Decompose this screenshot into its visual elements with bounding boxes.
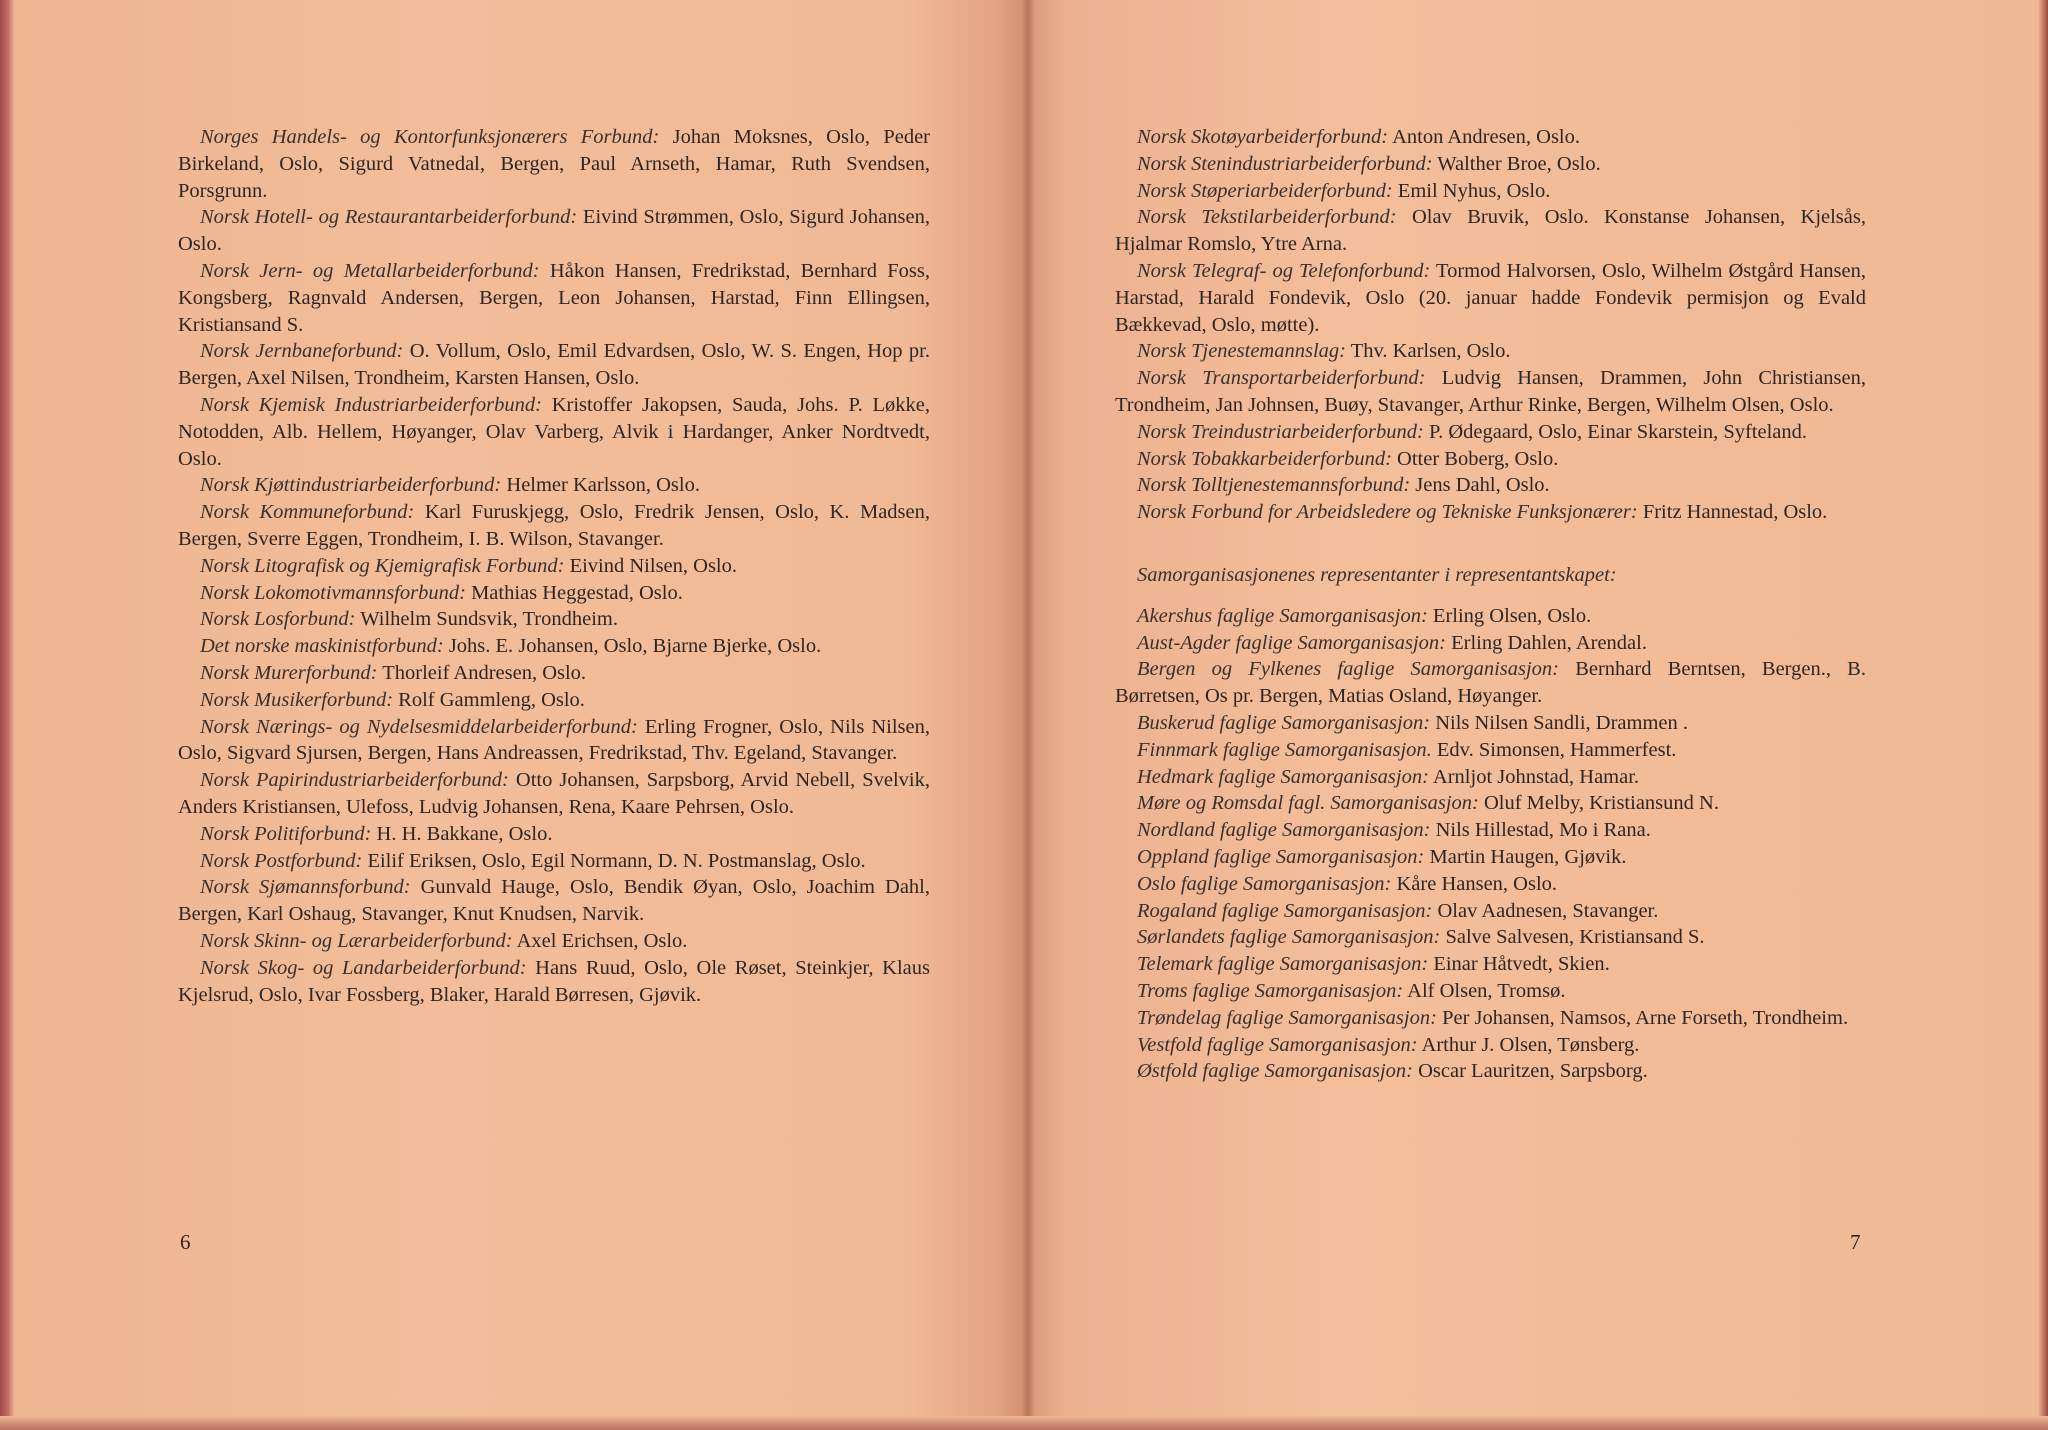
organization-name: Norsk Forbund for Arbeidsledere og Tekniske Funksjonærer:	[1137, 501, 1638, 524]
representatives: Edv. Simonsen, Hammerfest.	[1431, 738, 1677, 761]
organization-name: Norsk Transportarbeiderforbund:	[1137, 367, 1426, 390]
entry	[1115, 446, 1866, 473]
representatives: Thv. Karlsen, Oslo.	[1345, 340, 1511, 363]
representatives: Karl Furuskjegg, Oslo, Fredrik Jensen, Oslo, K. Madsen, Bergen, Sverre Eggen, Trondheim, I. B. Wilson, Stavanger.	[178, 501, 931, 550]
organization-name: Finnmark faglige Samorganisasjon.	[1137, 738, 1432, 761]
representatives: Rolf Gammleng, Oslo.	[393, 688, 585, 711]
entry	[1115, 365, 1866, 419]
entry	[1115, 710, 1866, 737]
representatives: Anton Andresen, Oslo.	[1388, 126, 1581, 148]
organization-name: Telemark faglige Samorganisasjon:	[1137, 953, 1429, 976]
entry	[1115, 499, 1866, 526]
organization-name: Hedmark faglige Samorganisasjon:	[1137, 765, 1429, 788]
organization-name: Norsk Tekstilarbeiderforbund:	[1137, 206, 1397, 229]
representatives: Oluf Melby, Kristiansund N.	[1478, 792, 1719, 815]
entry	[1115, 1058, 1866, 1085]
book-edge-bottom	[0, 1416, 2048, 1430]
entry	[178, 955, 930, 1009]
representatives: Salve Salvesen, Kristiansand S.	[1440, 926, 1705, 949]
representatives: Helmer Karlsson, Oslo.	[501, 474, 700, 497]
book-gutter	[1022, 0, 1034, 1430]
entry	[1115, 951, 1866, 978]
samorganisasjon-list	[1115, 603, 1866, 1085]
representatives: Tormod Halvorsen, Oslo, Wilhelm Østgård Hansen, Harstad, Harald Fondevik, Oslo (20. januar hadde Fondevik permisjon og Evald Bækkevad, Oslo, møtte).	[1115, 259, 1866, 336]
entry	[1115, 737, 1866, 764]
entry	[1115, 338, 1866, 365]
representatives: Per Johansen, Namsos, Arne Forseth, Trondheim.	[1436, 1006, 1849, 1029]
entry	[178, 821, 930, 848]
representatives: Eivind Strømmen, Oslo, Sigurd Johansen, Oslo.	[178, 206, 930, 256]
representatives: Erling Olsen, Oslo.	[1427, 604, 1592, 627]
organization-name: Norsk Treindustriarbeiderforbund:	[1137, 420, 1424, 443]
entry	[1115, 1032, 1866, 1059]
organization-name: Norsk Papirindustriarbeiderforbund:	[200, 769, 509, 792]
entry	[178, 338, 930, 392]
entry	[1115, 844, 1866, 871]
entry	[178, 874, 930, 928]
organization-name: Norsk Kommuneforbund:	[200, 501, 415, 524]
entry	[1115, 817, 1866, 844]
organization-name: Norsk Postforbund:	[200, 849, 363, 872]
organization-name: Norsk Kjemisk Industriarbeiderforbund:	[200, 393, 542, 416]
entry	[1115, 656, 1866, 710]
book-edge-left	[0, 0, 14, 1430]
organization-name: Norsk Skinn- og Lærarbeiderforbund:	[200, 929, 513, 952]
entry	[178, 204, 930, 258]
organization-name: Buskerud faglige Samorganisasjon:	[1137, 711, 1431, 734]
representatives: Ludvig Hansen, Drammen, John Christiansen, Trondheim, Jan Johnsen, Buøy, Stavanger, Arthur Rinke, Bergen, Wilhelm Olsen, Oslo.	[1115, 367, 1866, 416]
representatives: Otto Johansen, Sarpsborg, Arvid Nebell, Svelvik, Anders Kristiansen, Ulefoss, Ludvig Johansen, Rena, Kaare Pehrsen, Oslo.	[178, 769, 930, 818]
entry	[1115, 978, 1866, 1005]
organization-name: Nordland faglige Samorganisasjon:	[1137, 819, 1431, 842]
entry	[1115, 1005, 1866, 1032]
entry	[178, 687, 930, 714]
entry	[178, 714, 930, 768]
organization-name: Sørlandets faglige Samorganisasjon:	[1137, 926, 1441, 949]
entry	[178, 499, 930, 553]
representatives: Johs. E. Johansen, Oslo, Bjarne Bjerke, Oslo.	[443, 635, 822, 658]
organization-name: Norsk Lokomotivmannsforbund:	[200, 581, 466, 604]
entry	[178, 606, 930, 633]
entry	[178, 392, 930, 472]
representatives: O. Vollum, Oslo, Emil Edvardsen, Oslo, W. S. Engen, Hop pr. Bergen, Axel Nilsen, Trondheim, Karsten Hansen, Oslo.	[178, 340, 930, 390]
section-heading: Samorganisasjonenes representanter i representantskapet:	[1137, 563, 1617, 586]
organization-name: Trøndelag faglige Samorganisasjon:	[1137, 1006, 1437, 1029]
entry	[178, 553, 930, 580]
federation-list	[1115, 124, 1866, 526]
organization-name: Troms faglige Samorganisasjon:	[1137, 979, 1404, 1002]
organization-name: Norsk Skotøyarbeiderforbund:	[1137, 126, 1389, 148]
representatives: Kåre Hansen, Oslo.	[1391, 872, 1558, 895]
representatives: P. Ødegaard, Oslo, Einar Skarstein, Syfteland.	[1423, 420, 1808, 443]
entry	[1115, 124, 1866, 151]
organization-name: Norsk Telegraf- og Telefonforbund:	[1137, 259, 1431, 282]
representatives: Eivind Nilsen, Oslo.	[564, 554, 738, 577]
entry	[1115, 178, 1866, 205]
page-number-right: 7	[1850, 1230, 1861, 1254]
representatives: Martin Haugen, Gjøvik.	[1424, 845, 1627, 868]
entry	[178, 472, 930, 499]
representatives: Nils Hillestad, Mo i Rana.	[1430, 819, 1651, 842]
book-edge-right	[2038, 0, 2048, 1430]
organization-name: Norsk Tolltjenestemannsforbund:	[1137, 474, 1411, 497]
representatives: Olav Aadnesen, Stavanger.	[1432, 899, 1659, 922]
entry	[1115, 898, 1866, 925]
organization-name: Norsk Tjenestemannslag:	[1137, 340, 1346, 363]
entry	[1115, 603, 1866, 630]
representatives: Wilhelm Sundsvik, Trondheim.	[355, 608, 618, 631]
organization-name: Aust-Agder faglige Samorganisasjon:	[1137, 631, 1447, 654]
entry	[178, 124, 930, 204]
page-number-left: 6	[180, 1230, 191, 1254]
representatives: Otter Boberg, Oslo.	[1391, 447, 1559, 470]
organization-name: Norsk Tobakkarbeiderforbund:	[1137, 447, 1392, 470]
entry	[1115, 419, 1866, 446]
organization-name: Norsk Jernbaneforbund:	[200, 340, 404, 363]
organization-name: Norsk Politiforbund:	[200, 822, 372, 845]
representatives: Erling Dahlen, Arendal.	[1446, 631, 1647, 654]
entry	[178, 767, 930, 821]
organization-name: Møre og Romsdal fagl. Samorganisasjon:	[1137, 792, 1479, 815]
organization-name: Norsk Murerforbund:	[200, 661, 378, 684]
organization-name: Norsk Hotell- og Restaurantarbeiderforbund:	[200, 206, 578, 229]
entry	[1115, 764, 1866, 791]
representatives: Olav Bruvik, Oslo. Konstanse Johansen, Kjelsås, Hjalmar Romslo, Ytre Arna.	[1115, 206, 1866, 256]
entry	[178, 633, 930, 660]
organization-name: Rogaland faglige Samorganisasjon:	[1137, 899, 1433, 922]
representatives: Arnljot Johnstad, Hamar.	[1428, 765, 1640, 788]
representatives: Kristoffer Jakopsen, Sauda, Johs. P. Løkke, Notodden, Alb. Hellem, Høyanger, Olav Varberg, Alvik i Hardanger, Anker Nordtvedt, Oslo.	[178, 393, 931, 470]
entry	[1115, 151, 1866, 178]
organization-name: Norsk Kjøttindustriarbeiderforbund:	[200, 474, 502, 497]
organization-name: Norsk Sjømannsforbund:	[200, 876, 411, 899]
left-page-text	[178, 124, 930, 1008]
entry	[1115, 204, 1866, 258]
organization-name: Norsk Skog- og Landarbeiderforbund:	[200, 956, 527, 979]
entry	[1115, 871, 1866, 898]
representatives: Erling Frogner, Oslo, Nils Nilsen, Oslo, Sigvard Sjursen, Bergen, Hans Andreassen, Fredrikstad, Thv. Egeland, Stavanger.	[178, 715, 930, 765]
representatives: Emil Nyhus, Oslo.	[1392, 179, 1551, 202]
organization-name: Norsk Nærings- og Nydelsesmiddelarbeiderforbund:	[200, 715, 638, 738]
representatives: Johan Moksnes, Oslo, Peder Birkeland, Oslo, Sigurd Vatnedal, Bergen, Paul Arnseth, Hamar, Ruth Svendsen, Porsgrunn.	[178, 126, 930, 202]
organization-name: Norsk Stenindustriarbeiderforbund:	[1137, 152, 1433, 175]
representatives: Nils Nilsen Sandli, Drammen .	[1430, 711, 1688, 734]
entry	[178, 848, 930, 875]
right-page-text	[1115, 124, 1866, 1085]
organization-name: Bergen og Fylkenes faglige Samorganisasjon:	[1137, 658, 1559, 681]
entry	[1115, 472, 1866, 499]
representatives: Einar Håtvedt, Skien.	[1428, 953, 1610, 976]
organization-name: Norsk Losforbund:	[200, 608, 356, 631]
representatives: Eilif Eriksen, Oslo, Egil Normann, D. N. Postmanslag, Oslo.	[362, 849, 866, 872]
representatives: Arthur J. Olsen, Tønsberg.	[1417, 1033, 1640, 1056]
organization-name: Vestfold faglige Samorganisasjon:	[1137, 1033, 1418, 1056]
entry	[178, 660, 930, 687]
organization-name: Oppland faglige Samorganisasjon:	[1137, 845, 1425, 868]
representatives: Jens Dahl, Oslo.	[1410, 474, 1550, 497]
entry	[178, 258, 930, 338]
organization-name: Oslo faglige Samorganisasjon:	[1137, 872, 1392, 895]
representatives: Axel Erichsen, Oslo.	[512, 929, 688, 952]
organization-name: Det norske maskinistforbund:	[200, 635, 444, 658]
entry	[1115, 258, 1866, 338]
representatives: Hans Ruud, Oslo, Ole Røset, Steinkjer, Klaus Kjelsrud, Oslo, Ivar Fossberg, Blaker, Harald Børresen, Gjøvik.	[178, 956, 930, 1006]
entry	[178, 928, 930, 955]
organization-name: Norsk Støperiarbeiderforbund:	[1137, 179, 1393, 202]
organization-name: Norges Handels- og Kontorfunksjonærers Forbund:	[200, 126, 660, 148]
organization-name: Norsk Litografisk og Kjemigrafisk Forbund:	[200, 554, 565, 577]
representatives: Alf Olsen, Tromsø.	[1403, 979, 1566, 1002]
representatives: H. H. Bakkane, Oslo.	[371, 822, 553, 845]
organization-name: Akershus faglige Samorganisasjon:	[1137, 604, 1428, 627]
representatives: Walther Broe, Oslo.	[1432, 152, 1601, 175]
representatives: Bernhard Berntsen, Bergen., B. Børretsen, Os pr. Bergen, Matias Osland, Høyanger.	[1115, 658, 1866, 708]
representatives: Gunvald Hauge, Oslo, Bendik Øyan, Oslo, Joachim Dahl, Bergen, Karl Oshaug, Stavanger, Knut Knudsen, Narvik.	[178, 876, 930, 926]
representatives: Thorleif Andresen, Oslo.	[377, 661, 587, 684]
entry	[178, 580, 930, 607]
organization-name: Norsk Musikerforbund:	[200, 688, 394, 711]
entry	[1115, 630, 1866, 657]
representatives: Håkon Hansen, Fredrikstad, Bernhard Foss, Kongsberg, Ragnvald Andersen, Bergen, Leon Johansen, Harstad, Finn Ellingsen, Kristiansand S.	[178, 259, 931, 336]
organization-name: Norsk Jern- og Metallarbeiderforbund:	[200, 259, 540, 282]
representatives: Mathias Heggestad, Oslo.	[465, 581, 683, 604]
entry	[1115, 790, 1866, 817]
entry	[1115, 924, 1866, 951]
organization-name: Østfold faglige Samorganisasjon:	[1137, 1060, 1413, 1083]
representatives: Oscar Lauritzen, Sarpsborg.	[1413, 1060, 1648, 1083]
representatives: Fritz Hannestad, Oslo.	[1637, 501, 1828, 524]
